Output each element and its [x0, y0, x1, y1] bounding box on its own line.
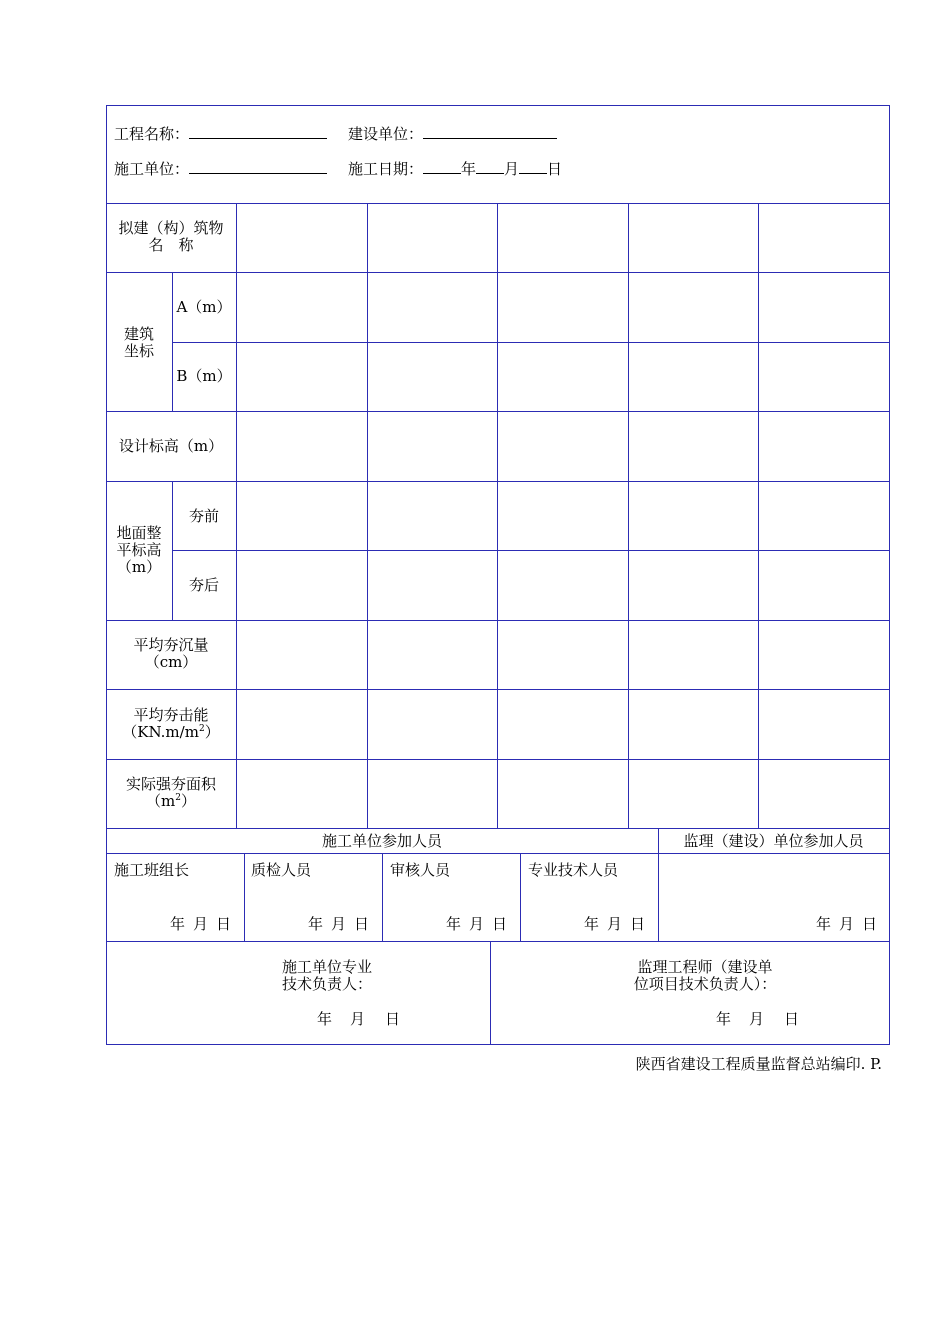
grid-line-3 [172, 342, 890, 343]
date-month-label: 月 [504, 160, 520, 178]
supervision-signoff-date: 年 月 日 [716, 1010, 800, 1028]
construction-unit-label: 施工单位： [114, 160, 190, 178]
grid-col-5 [758, 203, 759, 828]
frame-top [106, 105, 890, 106]
team-leader-date: 年 月 日 [170, 915, 232, 933]
actual-area-label: 实际强夯面积 $(m^2)$ [125, 775, 216, 810]
grid-line-9 [106, 759, 890, 760]
participants-col-3 [520, 853, 521, 941]
participants-col-1 [244, 853, 245, 941]
participants-header-line [106, 853, 890, 854]
grid-line-10 [106, 828, 890, 829]
grid-line-6 [172, 550, 890, 551]
grid-line-2 [106, 272, 890, 273]
build-unit-blank[interactable] [423, 124, 557, 139]
grid-sublabel-ground [172, 481, 173, 620]
avg-settlement-label: 平均夯沉量 （cm） [133, 636, 209, 671]
supervision-date: 年 月 日 [816, 915, 878, 933]
frame-right [889, 105, 890, 1045]
date-year-blank[interactable] [423, 159, 461, 174]
supervision-engineer-label: 监理工程师（建设单 位项目技术负责人）： [633, 958, 777, 993]
date-day-label: 日 [547, 160, 563, 178]
before-tamp-label: 夯前 [188, 507, 219, 525]
construction-participants-header: 施工单位参加人员 [321, 832, 442, 850]
build-unit-label: 建设单位： [348, 125, 424, 143]
participants-bottom-line [106, 941, 890, 942]
participants-col-2 [382, 853, 383, 941]
team-leader-label: 施工班组长 [114, 861, 190, 879]
coords-label: 建筑 坐标 [123, 325, 154, 360]
supervision-participants-header: 监理（建设）单位参加人员 [683, 832, 864, 850]
frame-bottom [106, 1044, 890, 1045]
date-month-blank[interactable] [476, 159, 504, 174]
grid-line-7 [106, 620, 890, 621]
construction-tech-lead-label: 施工单位专业 技术负责人： [281, 958, 372, 993]
grid-line-1 [106, 203, 890, 204]
reviewer-label: 审核人员 [390, 861, 451, 879]
grid-line-5 [106, 481, 890, 482]
date-year-label: 年 [461, 160, 477, 178]
construction-date-field [348, 159, 562, 178]
inspector-label: 质检人员 [251, 861, 312, 879]
grid-col-2 [367, 203, 368, 828]
construction-signoff-date: 年 月 日 [317, 1010, 401, 1028]
publisher-footer: 陕西省建设工程质量监督总站编印. P. [635, 1055, 882, 1073]
after-tamp-label: 夯后 [188, 576, 219, 594]
inspector-date: 年 月 日 [308, 915, 370, 933]
grid-col-3 [497, 203, 498, 828]
grid-col-label [236, 203, 237, 828]
grid-col-4 [628, 203, 629, 828]
tech-staff-date: 年 月 日 [584, 915, 646, 933]
coord-a-label: A（m） [176, 298, 232, 316]
tech-staff-label: 专业技术人员 [528, 861, 619, 879]
grid-line-4 [106, 411, 890, 412]
construction-unit-field [114, 159, 327, 178]
building-name-label: 拟建（构）筑物 名 称 [118, 219, 224, 254]
construction-date-label: 施工日期： [348, 160, 424, 178]
project-name-label: 工程名称： [114, 125, 190, 143]
project-name-blank[interactable] [189, 124, 327, 139]
grid-line-8 [106, 689, 890, 690]
build-unit-field [348, 124, 557, 143]
coord-b-label: B（m） [176, 367, 232, 385]
design-elevation-label: 设计标高（m） [118, 437, 224, 455]
reviewer-date: 年 月 日 [446, 915, 508, 933]
date-day-blank[interactable] [519, 159, 547, 174]
ground-elevation-label: 地面整 平标高 （m） [116, 524, 162, 576]
avg-energy-label: 平均夯击能 $(KN.m/m^2)$ [122, 706, 220, 741]
construction-unit-blank[interactable] [189, 159, 327, 174]
project-name-field [114, 124, 327, 143]
grid-sublabel-coords [172, 272, 173, 411]
